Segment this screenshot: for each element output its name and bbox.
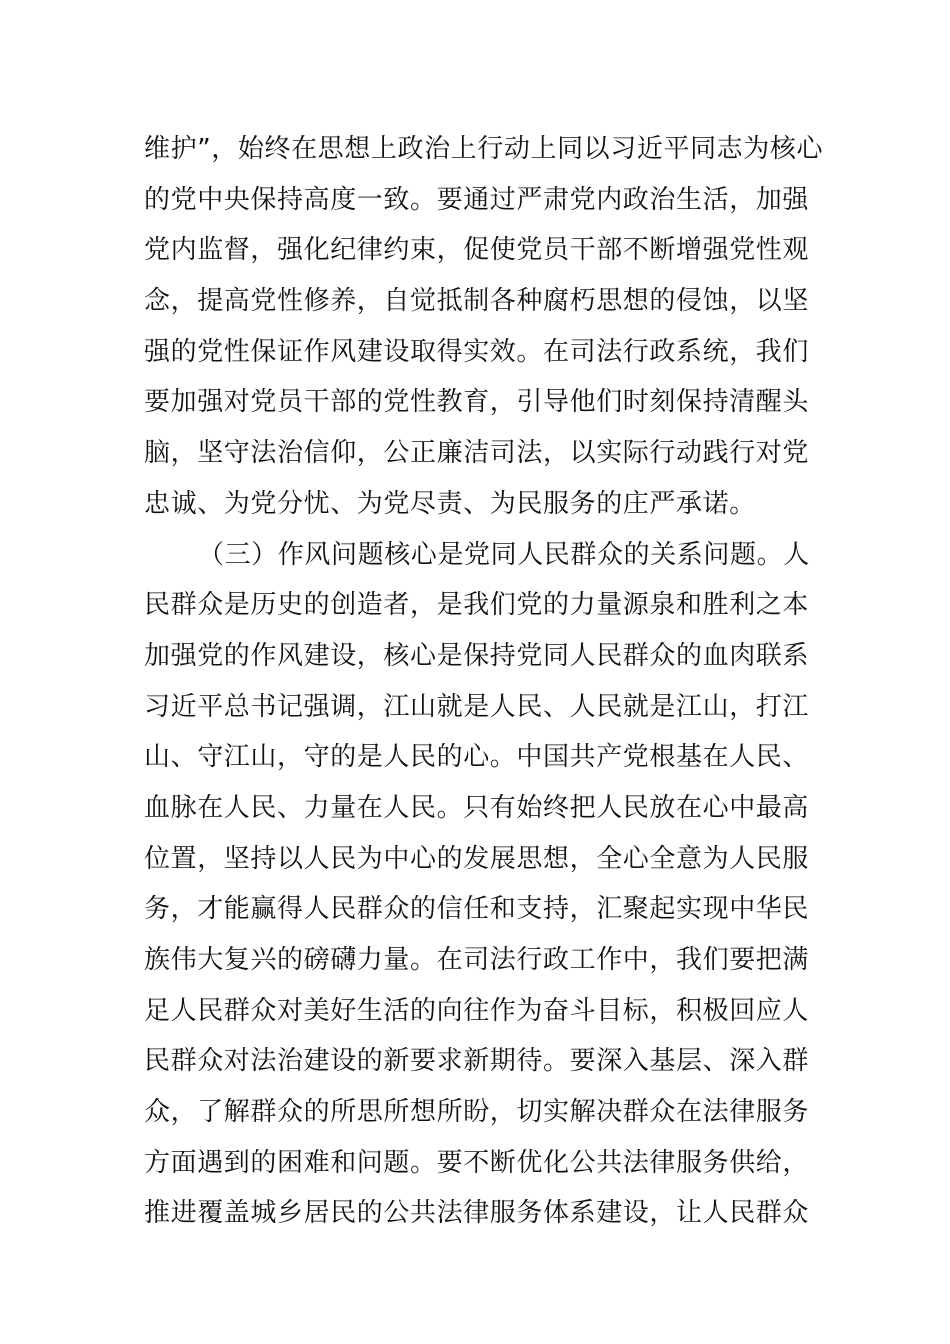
text-line: 民群众对法治建设的新要求新期待。要深入基层、深入群 (144, 1046, 810, 1077)
text-line: 族伟大复兴的磅礴力量。在司法行政工作中，我们要把满 (144, 945, 810, 975)
text-line: 足人民群众对美好生活的向往作为奋斗目标，积极回应人 (144, 995, 810, 1026)
text-line: 念，提高党性修养，自觉抵制各种腐朽思想的侵蚀，以坚 (144, 286, 810, 317)
text-line: 脑，坚守法治信仰，公正廉洁司法，以实际行动践行对党 (144, 438, 810, 469)
text-line: 务，才能赢得人民群众的信任和支持，汇聚起实现中华民 (144, 894, 810, 925)
text-line: 要加强对党员干部的党性教育，引导他们时刻保持清醒头 (144, 387, 810, 418)
text-line: 习近平总书记强调，江山就是人民、人民就是江山，打江 (144, 691, 810, 722)
text-line: 的党中央保持高度一致。要通过严肃党内政治生活，加强 (144, 184, 810, 215)
text-line: 忠诚、为党分忧、为党尽责、为民服务的庄严承诺。 (144, 488, 756, 519)
text-line: 众，了解群众的所思所想所盼，切实解决群众在法律服务 (144, 1097, 810, 1128)
section-heading-line: （三）作风问题核心是党同人民群众的关系问题。人 (198, 539, 810, 570)
text-line: 推进覆盖城乡居民的公共法律服务体系建设，让人民群众 (144, 1198, 810, 1229)
text-line: 党内监督，强化纪律约束，促使党员干部不断增强党性观 (144, 235, 810, 266)
text-line: 维护”，始终在思想上政治上行动上同以习近平同志为核心 (144, 134, 824, 164)
text-line: 位置，坚持以人民为中心的发展思想，全心全意为人民服 (144, 843, 810, 874)
text-line: 方面遇到的困难和问题。要不断优化公共法律服务供给， (144, 1147, 810, 1178)
text-line: 血脉在人民、力量在人民。只有始终把人民放在心中最高 (144, 792, 810, 823)
text-line: 山、守江山，守的是人民的心。中国共产党根基在人民、 (144, 742, 810, 773)
body-text (144, 124, 824, 1239)
text-line: 加强党的作风建设，核心是保持党同人民群众的血肉联系 (144, 640, 810, 671)
text-line: 民群众是历史的创造者，是我们党的力量源泉和胜利之本 (144, 590, 810, 621)
text-line: 强的党性保证作风建设取得实效。在司法行政系统，我们 (144, 336, 810, 367)
